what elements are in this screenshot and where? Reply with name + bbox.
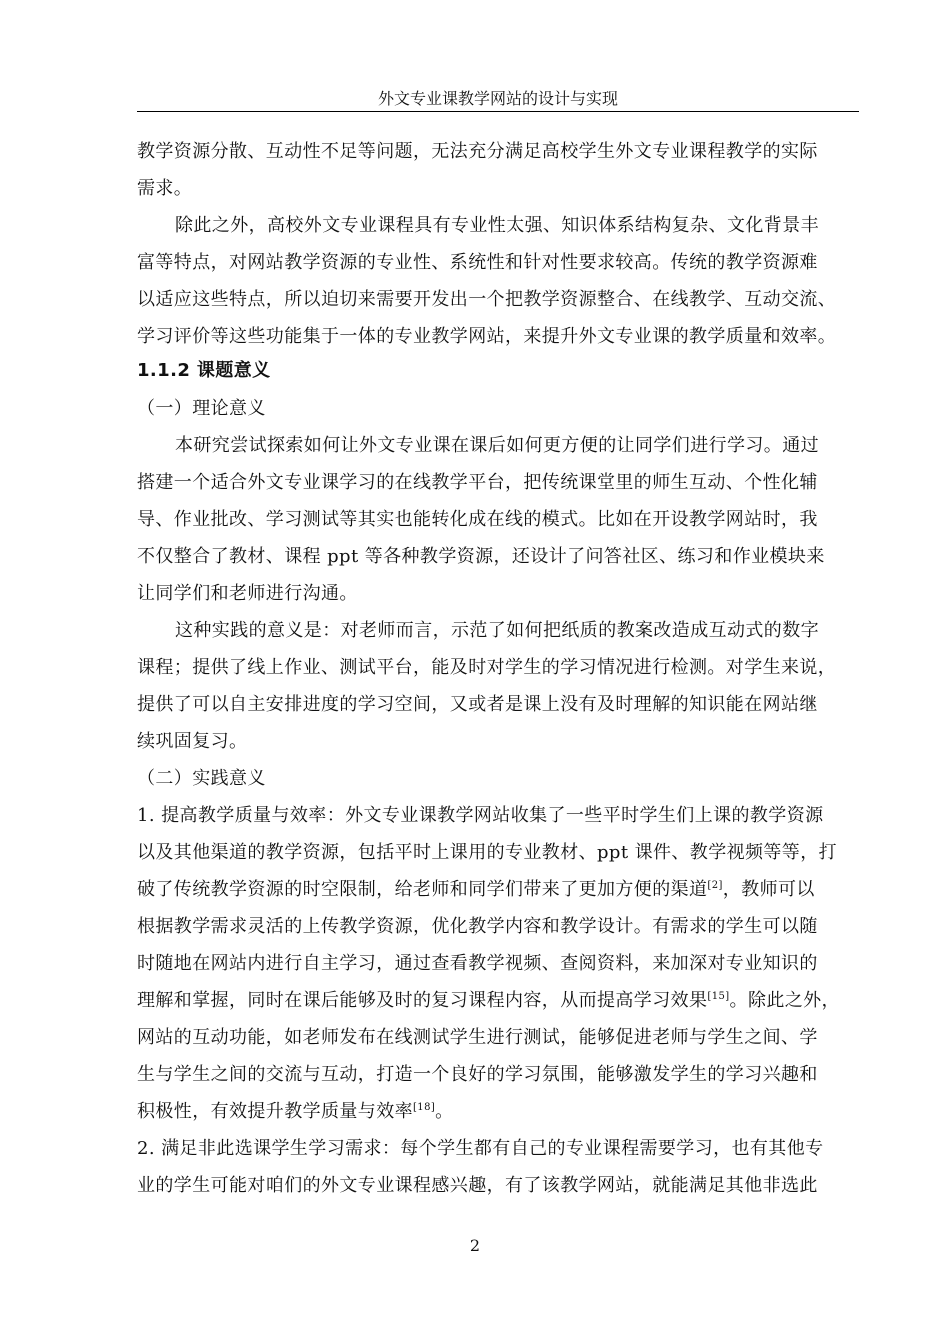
text-run: 理解和掌握，同时在课后能够及时的复习课程内容，从而提高学习效果 <box>137 990 708 1011</box>
paragraph-line: 本研究尝试探索如何让外文专业课在课后如何更方便的让同学们进行学习。通过 <box>175 435 819 456</box>
paragraph-line <box>137 989 859 1013</box>
subsection-heading: （二）实践意义 <box>137 768 266 789</box>
paragraph-line: 续巩固复习。 <box>137 731 248 752</box>
text-run: 破了传统教学资源的时空限制，给老师和同学们带来了更加方便的渠道 <box>137 879 708 900</box>
subsection-heading: （一）理论意义 <box>137 398 266 419</box>
text-run: 。除此之外， <box>729 990 840 1011</box>
paragraph-line: 业的学生可能对咱们的外文专业课程感兴趣，有了该教学网站，就能满足其他非选此 <box>137 1175 818 1196</box>
page-number: 2 <box>469 1236 481 1255</box>
paragraph-line: 根据教学需求灵活的上传教学资源，优化教学内容和教学设计。有需求的学生可以随 <box>137 916 818 937</box>
paragraph-line: 富等特点，对网站教学资源的专业性、系统性和针对性要求较高。传统的教学资源难 <box>137 252 818 273</box>
paragraph-line: 生与学生之间的交流与互动，打造一个良好的学习氛围，能够激发学生的学习兴趣和 <box>137 1064 818 1085</box>
text-run: ，教师可以 <box>722 879 815 900</box>
text-run: 积极性，有效提升教学质量与效率 <box>137 1101 413 1122</box>
paragraph-line: 这种实践的意义是：对老师而言，示范了如何把纸质的教案改造成互动式的数字 <box>175 620 819 641</box>
paragraph-line: 学习评价等这些功能集于一体的专业教学网站，来提升外文专业课的教学质量和效率。 <box>137 326 837 347</box>
paragraph-line: 网站的互动功能，如老师发布在线测试学生进行测试，能够促进老师与学生之间、学 <box>137 1027 818 1048</box>
paragraph-line: 提供了可以自主安排进度的学习空间，又或者是课上没有及时理解的知识能在网站继 <box>137 694 818 715</box>
section-heading: 1.1.2 课题意义 <box>137 360 271 381</box>
paragraph-line <box>137 878 859 902</box>
paragraph-line: 除此之外，高校外文专业课程具有专业性太强、知识体系结构复杂、文化背景丰 <box>175 215 819 236</box>
paragraph-line: 1. 提高教学质量与效率：外文专业课教学网站收集了一些平时学生们上课的教学资源 <box>137 805 824 826</box>
paragraph-line: 不仅整合了教材、课程 ppt 等各种教学资源，还设计了问答社区、练习和作业模块来 <box>137 546 825 567</box>
paragraph-line: 教学资源分散、互动性不足等问题，无法充分满足高校学生外文专业课程教学的实际 <box>137 141 818 162</box>
citation-ref: [18] <box>413 1102 436 1113</box>
paragraph-line: 需求。 <box>137 178 193 199</box>
citation-ref: [2] <box>707 880 723 891</box>
text-run: 。 <box>435 1101 454 1122</box>
paragraph-line <box>137 1100 859 1124</box>
paragraph-line: 以适应这些特点，所以迫切来需要开发出一个把教学资源整合、在线教学、互动交流、 <box>137 289 837 310</box>
paragraph-line: 时随地在网站内进行自主学习，通过查看教学视频、查阅资料，来加深对专业知识的 <box>137 953 818 974</box>
paragraph-line: 以及其他渠道的教学资源，包括平时上课用的专业教材、ppt 课件、教学视频等等，打 <box>137 842 837 863</box>
paragraph-line: 2. 满足非此选课学生学习需求：每个学生都有自己的专业课程需要学习，也有其他专 <box>137 1138 824 1159</box>
paragraph-line: 搭建一个适合外文专业课学习的在线教学平台，把传统课堂里的师生互动、个性化辅 <box>137 472 818 493</box>
paragraph-line: 课程；提供了线上作业、测试平台，能及时对学生的学习情况进行检测。对学生来说， <box>137 657 837 678</box>
paragraph-line: 导、作业批改、学习测试等其实也能转化成在线的模式。比如在开设教学网站时，我 <box>137 509 818 530</box>
header-divider <box>137 111 859 112</box>
citation-ref: [15] <box>707 991 730 1002</box>
paragraph-line: 让同学们和老师进行沟通。 <box>137 583 358 604</box>
running-header: 外文专业课教学网站的设计与实现 <box>377 89 618 108</box>
